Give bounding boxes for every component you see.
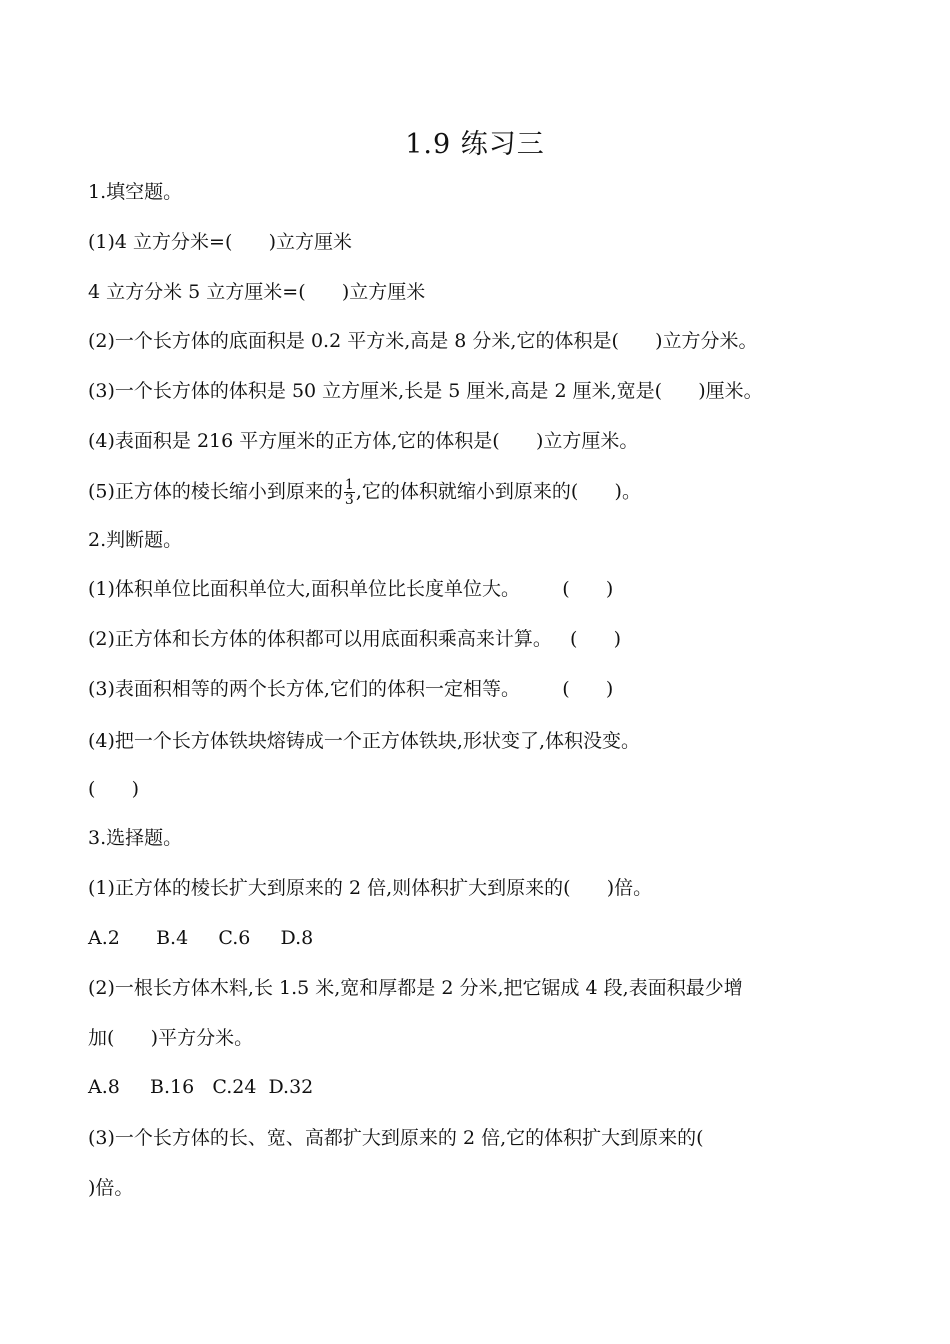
fill-question-4: (4)表面积是 216 平方厘米的正方体,它的体积是( )立方厘米。 [88,430,639,452]
section1-heading: 1.填空题。 [88,181,183,203]
fill-question-5-after: ,它的体积就缩小到原来的( )。 [355,480,641,503]
section3-heading: 3.选择题。 [88,827,183,849]
choice-question-2a: (2)一根长方体木料,长 1.5 米,宽和厚都是 2 分米,把它锯成 4 段,表面积最少增 [88,977,743,999]
judge-question-4-paren: ( ) [88,778,140,800]
judge-question-3: (3)表面积相等的两个长方体,它们的体积一定相等。 ( ) [88,678,614,700]
choice-question-2b: 加( )平方分米。 [88,1027,254,1049]
fill-question-3: (3)一个长方体的体积是 50 立方厘米,长是 5 厘米,高是 2 厘米,宽是( )厘米。 [88,380,763,402]
judge-question-1: (1)体积单位比面积单位大,面积单位比长度单位大。 ( ) [88,578,614,600]
section2-heading: 2.判断题。 [88,529,183,551]
fill-question-1b: 4 立方分米 5 立方厘米=( )立方厘米 [88,281,426,303]
fraction-one-third [344,478,355,507]
choice-question-3b: )倍。 [88,1177,134,1199]
fraction-numerator: 1 [344,477,354,493]
fill-question-1a: (1)4 立方分米=( )立方厘米 [88,231,353,253]
choice-question-2-options: A.8 B.16 C.24 D.32 [88,1076,314,1098]
choice-question-1-options: A.2 B.4 C.6 D.8 [88,927,314,949]
fraction-denominator: 3 [344,492,354,508]
judge-question-2: (2)正方体和长方体的体积都可以用底面积乘高来计算。 ( ) [88,628,622,650]
fill-question-5 [88,478,641,507]
choice-question-3a: (3)一个长方体的长、宽、高都扩大到原来的 2 倍,它的体积扩大到原来的( [88,1127,704,1149]
fill-question-5-before: (5)正方体的棱长缩小到原来的 [88,480,343,503]
judge-question-4: (4)把一个长方体铁块熔铸成一个正方体铁块,形状变了,体积没变。 [88,730,640,752]
fill-question-2: (2)一个长方体的底面积是 0.2 平方米,高是 8 分米,它的体积是( )立方分米。 [88,330,758,352]
choice-question-1: (1)正方体的棱长扩大到原来的 2 倍,则体积扩大到原来的( )倍。 [88,877,653,899]
page-title: 1.9 练习三 [405,129,545,160]
